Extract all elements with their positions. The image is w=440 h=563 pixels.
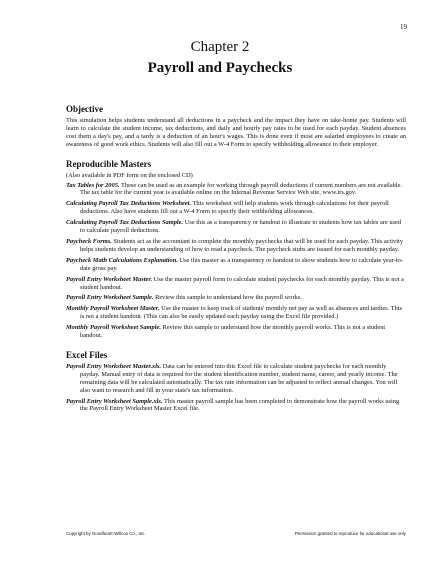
page-title: Payroll and Paychecks — [147, 60, 293, 76]
master-item — [66, 257, 406, 273]
master-item-name: Paycheck Forms. — [66, 237, 112, 245]
master-item-text: Review this sample to understand how the payroll works. — [153, 294, 302, 302]
master-item-name: Calculating Payroll Tax Deductions Worksheet. — [66, 200, 192, 208]
master-item-name: Tax Tables for 2005. — [66, 181, 120, 189]
master-item-text: Students act as the accountant to complete the monthly paychecks that will be used for each payday. This activity helps students develop an understanding of how to read a paycheck. The paycheck stubs are issued for each monthly payday. — [80, 237, 404, 253]
excel-item-name: Payroll Entry Worksheet Master.xls. — [66, 362, 162, 370]
masters-heading: Reproducible Masters — [66, 158, 152, 169]
master-item-name: Monthly Payroll Worksheet Master. — [66, 305, 160, 313]
masters-subtitle: (Also available in PDF form on the enclosed CD) — [66, 171, 193, 179]
master-item-text: Use the master to keep track of students' monthly net pay as well as absences and tardies. This is not a student handout. (This can also be easily updated each payday using the Excel file provided.) — [80, 305, 403, 321]
master-item — [66, 219, 406, 235]
master-item — [66, 294, 406, 302]
masters-section — [66, 159, 406, 340]
excel-item-name: Payroll Entry Worksheet Sample.xls. — [66, 397, 163, 405]
excel-item-text: Data can be entered into this Excel file to calculate student paychecks for each monthly payday. Manual entry of data is required for the student identification number, student name, career, and yearly income. The remaining data will be calculated automatically. The tax rate information can be adjusted to reflect annual changes. You will also want to research and fill in your state's tax information. — [80, 362, 398, 394]
master-item — [66, 324, 406, 340]
excel-heading: Excel Files — [66, 349, 108, 360]
chapter-label: Chapter 2 — [190, 39, 250, 55]
master-item-name: Payroll Entry Worksheet Sample. — [66, 294, 154, 302]
excel-item-text: This master payroll sample has been completed to demonstrate how the payroll works using the Payroll Entry Worksheet Master Excel file. — [80, 397, 400, 413]
permission-notice: Permission granted to reproduce for educational use only — [294, 531, 406, 536]
master-item-text: Use this as a transparency or handout to illustrate to students how tax tables are used to calculate payroll deductions. — [80, 219, 402, 235]
page-number: 19 — [400, 23, 407, 31]
master-item-name: Paycheck Math Calculations Explanation. — [66, 256, 178, 264]
master-item — [66, 305, 406, 321]
master-item-text: These can be used as an example for working through payroll deductions if current numbers are not available. The tax table for the current year is available online on the Internal Revenue Service Web site, www.irs.gov. — [80, 181, 403, 197]
excel-section — [66, 350, 406, 413]
master-item-name: Payroll Entry Worksheet Master. — [66, 275, 153, 283]
excel-item — [66, 398, 406, 414]
master-item — [66, 238, 406, 254]
master-item-name: Monthly Payroll Worksheet Sample. — [66, 324, 161, 332]
master-item-name: Calculating Payroll Tax Deductions Sample. — [66, 219, 184, 227]
objective-text: This simulation helps students understand all deductions in a paycheck and the impact they have on take-home pay. Students will learn to calculate the student income, tax deductions, and daily and hourly pay rates to be used for each payday. Student absences cost them a day's pay, and a tardy is a deduction of an hour's wages. This is done even if most are salaried employees to create an awareness of good work ethics. Students will also fill out a W-4 Form to specify withholding allowance to their employer. — [66, 117, 406, 148]
copyright-notice: Copyright by Goodheart-Willcox Co., Inc. — [66, 531, 146, 536]
master-item-text: Use this master as a transparency or handout to show students how to calculate year-to-date gross pay. — [80, 256, 403, 272]
master-item-text: This worksheet will help students work through calculations for their payroll deductions. Also have students fill out a W-4 Form to specify their withholding allowances. — [80, 200, 389, 216]
objective-heading: Objective — [66, 104, 103, 114]
main-content — [66, 104, 406, 423]
master-item-text: Review this sample to understand how the monthly payroll works. This is not a student handout. — [80, 324, 386, 340]
master-item-text: Use the master payroll form to calculate student paychecks for each monthly payday. This is not a student handout. — [80, 275, 404, 291]
master-item — [66, 182, 406, 198]
objective-section — [66, 104, 406, 149]
master-item — [66, 200, 406, 216]
excel-item — [66, 363, 406, 395]
master-item — [66, 276, 406, 292]
